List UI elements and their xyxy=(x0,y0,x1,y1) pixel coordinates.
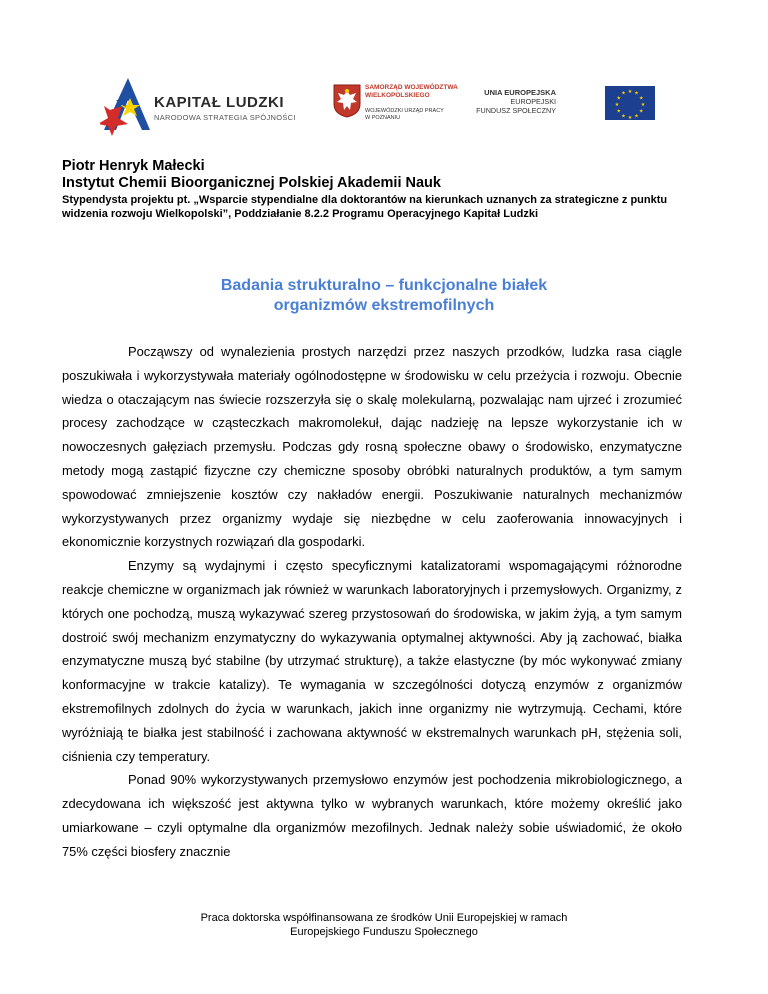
document-body xyxy=(62,340,682,864)
kapital-ludzki-title: KAPITAŁ LUDZKI xyxy=(154,94,285,111)
logo-bar xyxy=(0,70,768,150)
svg-text:★: ★ xyxy=(634,113,639,120)
svg-text:★: ★ xyxy=(627,115,633,120)
svg-text:★: ★ xyxy=(614,102,620,108)
wup-line1: WOJEWÓDZKI URZĄD PRACY xyxy=(365,108,444,114)
kapital-ludzki-emblem-icon xyxy=(100,70,154,140)
eu-text xyxy=(476,88,556,115)
svg-text:★: ★ xyxy=(616,95,621,102)
page-footer xyxy=(0,911,768,939)
svg-text:★: ★ xyxy=(627,89,633,95)
wup-line2: W POZNANIU xyxy=(365,114,401,121)
wielkopolska-eagle-crest-icon xyxy=(333,84,361,118)
paragraph: Ponad 90% wykorzystywanych przemysłowo enzymów jest pochodzenia mikrobiologicznego, a zdecydowana ich większość jest aktywna tylko w wybranych warunkach, które możemy określić jako umiarkowane – czyli optymalne dla organizmów mezofilnych. Jednak należy sobie uświadomić, że około 75% części biosfery znacznie xyxy=(62,772,682,859)
institute-name: Instytut Chemii Bioorganicznej Polskiej Akademii Nauk xyxy=(62,175,441,191)
eu-line2: EUROPEJSKI xyxy=(510,97,556,106)
svg-text:★: ★ xyxy=(640,102,646,108)
svg-text:★: ★ xyxy=(621,90,626,97)
document-title xyxy=(0,276,768,316)
kapital-ludzki-logo xyxy=(100,70,310,140)
svg-text:★: ★ xyxy=(621,113,626,120)
svg-text:★: ★ xyxy=(634,90,639,97)
svg-text:★: ★ xyxy=(616,108,621,115)
svg-text:★: ★ xyxy=(639,108,644,115)
wielkopolska-line2: WIELKOPOLSKIEGO xyxy=(365,92,430,99)
wielkopolska-line1: SAMORZĄD WOJEWÓDZTWA xyxy=(365,84,458,91)
paragraph: Enzymy są wydajnymi i często specyficznymi katalizatorami wspomagającymi różnorodne reakcje chemiczne w organizmach jak również w warunkach laboratoryjnych i przemysłowych. Organizmy, z których one pochodzą, muszą wykazywać szereg przystosowań do środowiska, w jakim żyją, a tym samym dostroić swój mechanizm enzymatyczny do wykazywania optymalnej aktywności. Aby ją zachować, białka enzymatyczne muszą być stabilne (by utrzymać strukturę), a także elastyczne (by móc wykonywać zmiany konformacyjne w trakcie katalizy). Te wymagania w szczególności dotyczą enzymów z organizmów ekstremofilnych zdolnych do życia w warunkach, jakich inne organizmy nie wytrzymują. Cechami, które wyróżniają te białka jest stabilność i zachowana aktywność w ekstremalnych warunkach pH, stężenia soli, ciśnienia czy temperatury. xyxy=(62,558,682,764)
eu-flag-icon xyxy=(605,86,655,120)
author-name: Piotr Henryk Małecki xyxy=(62,158,205,174)
wielkopolska-logo xyxy=(333,84,473,140)
eu-logo xyxy=(476,86,660,126)
eu-line3: FUNDUSZ SPOŁECZNY xyxy=(476,106,556,115)
svg-text:★: ★ xyxy=(639,95,644,102)
document-title-text: Badania strukturalno – funkcjonalne białek organizmów ekstremofilnych xyxy=(220,277,548,314)
paragraph: Począwszy od wynalezienia prostych narzędzi przez naszych przodków, ludzka rasa ciągle poszukiwała i wykorzystywała materiały ogólnodostępne w środowisku w celu przeżycia i rozwoju. Obecnie wiedza o otaczającym nas świecie rozszerzyła się o skalę molekularną, pozwalając nam ujrzeć i zrozumieć procesy zachodzące w cząsteczkach makromolekuł, dając nadzieję na lepsze wykorzystanie ich w nowoczesnych gałęziach przemysłu. Podczas gdy rosną społeczne obawy o środowisko, enzymatyczne metody mogą zastąpić fizyczne czy chemiczne sposoby obróbki naturalnych produktów, a tym samym spowodować zmniejszenie kosztów czy nakładów energii. Poszukiwanie naturalnych mechanizmów wykorzystywanych przez organizmy wydaje się niezbędne w celu zaoferowania innowacyjnych i ekonomicznie korzystnych rozwiązań dla gospodarki. xyxy=(62,344,682,550)
wup-name xyxy=(365,108,444,121)
stipend-note: Stypendysta projektu pt. „Wsparcie stypendialne dla doktorantów na kierunkach uznanych za strategiczne z punktu widzenia rozwoju Wielkopolski”, Poddziałanie 8.2.2 Programu Operacyjnego Kapitał Ludzki xyxy=(62,194,668,220)
footer-line1: Praca doktorska współfinansowana ze środków Unii Europejskiej w ramach xyxy=(200,912,568,924)
footer-line2: Europejskiego Funduszu Społecznego xyxy=(290,926,478,938)
eu-line1: UNIA EUROPEJSKA xyxy=(484,88,556,97)
kapital-ludzki-subtitle: NARODOWA STRATEGIA SPÓJNOŚCI xyxy=(154,113,296,122)
wielkopolska-name xyxy=(365,84,458,100)
